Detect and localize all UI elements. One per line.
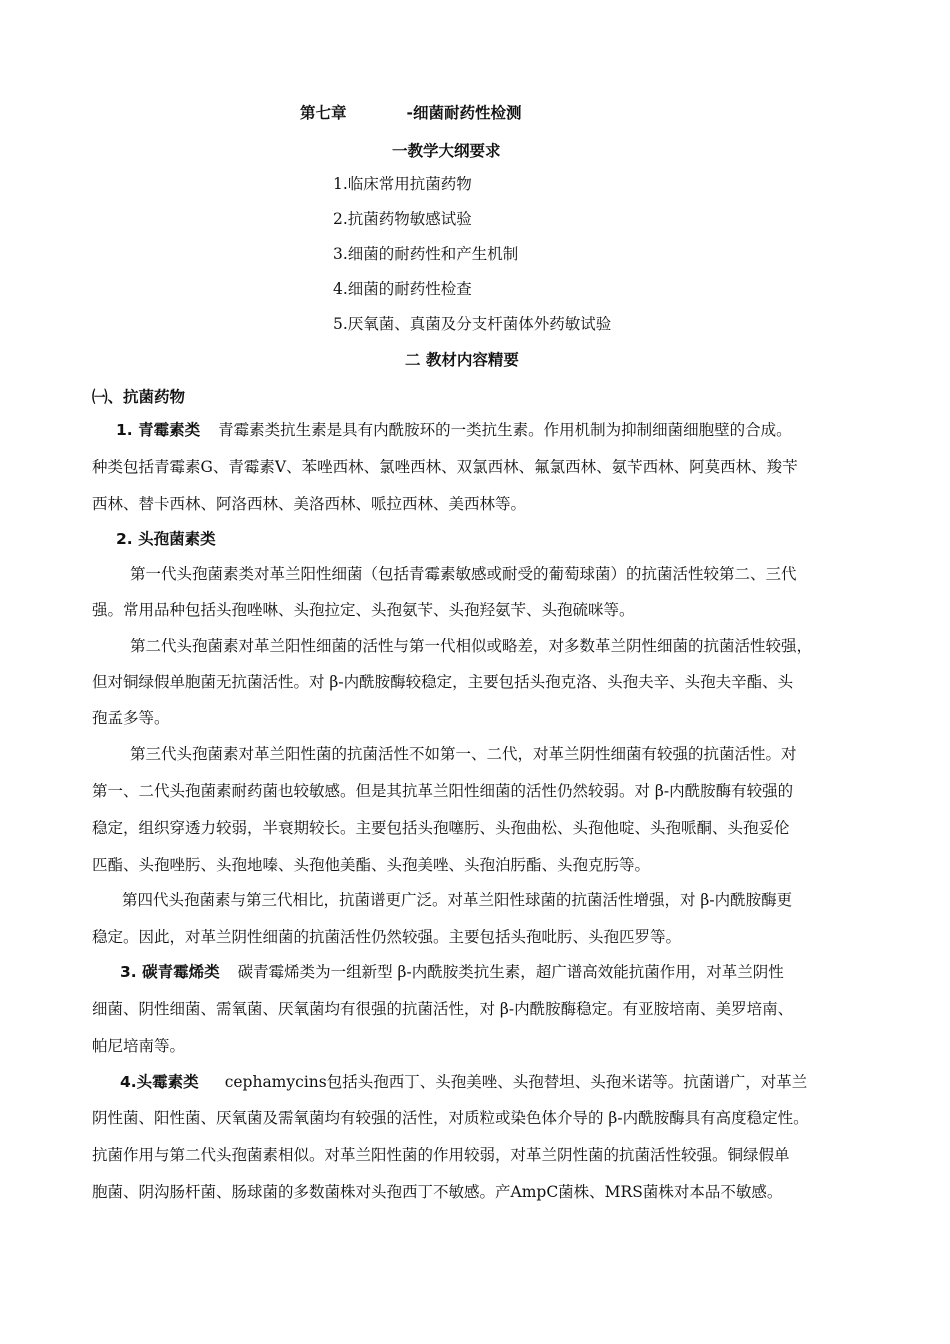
paragraph-line: 3. 碳青霉烯类 碳青霉烯类为一组新型 β-内酰胺类抗生素，超广谱高效能抗菌作用，对革兰阴性 — [120, 963, 784, 981]
paragraph-line: 第二代头孢菌素对革兰阳性细菌的活性与第一代相似或略差，对多数革兰阴性细菌的抗菌活性较强， — [130, 637, 813, 655]
paragraph-line: 强。常用品种包括头孢唑啉、头孢拉定、头孢氨苄、头孢羟氨苄、头孢硫咪等。 — [92, 601, 635, 619]
syllabus-item: 1.临床常用抗菌药物 — [333, 175, 472, 193]
syllabus-item: 2.抗菌药物敏感试验 — [333, 210, 472, 228]
subsection-title: ㈠、抗菌药物 — [92, 388, 186, 406]
chapter-heading — [300, 103, 521, 123]
section2-title: 二 教材内容精要 — [405, 351, 519, 369]
chapter-title: 第七章 — [300, 104, 347, 122]
paragraph-line: 种类包括青霉素G、青霉素V、苯唑西林、氯唑西林、双氯西林、氟氯西林、氨苄西林、阿莫西林、羧苄 — [92, 458, 798, 476]
paragraph-line: 第一、二代头孢菌素耐药菌也较敏感。但是其抗革兰阳性细菌的活性仍然较弱。对 β-内酰胺酶有较强的 — [92, 782, 794, 800]
paragraph-line: 匹酯、头孢唑肟、头孢地嗪、头孢他美酯、头孢美唑、头孢泊肟酯、头孢克肟等。 — [92, 856, 651, 874]
item-heading: 2. 头孢菌素类 — [116, 530, 216, 548]
paragraph-line: 帕尼培南等。 — [92, 1037, 186, 1055]
section1-title: 一教学大纲要求 — [392, 142, 501, 160]
paragraph-line: 胞菌、阴沟肠杆菌、肠球菌的多数菌株对头孢西丁不敏感。产AmpC菌株、MRS菌株对本品不敏感。 — [92, 1183, 783, 1201]
paragraph-line: 稳定。因此，对革兰阴性细菌的抗菌活性仍然较强。主要包括头孢吡肟、头孢匹罗等。 — [92, 928, 682, 946]
paragraph-line: 第三代头孢菌素对革兰阳性菌的抗菌活性不如第一、二代，对革兰阴性细菌有较强的抗菌活性。对 — [130, 745, 797, 763]
paragraph-line: 1. 青霉素类 青霉素类抗生素是具有内酰胺环的一类抗生素。作用机制为抑制细菌细胞壁的合成。 — [116, 421, 792, 439]
paragraph-line: 4.头霉素类 cephamycins包括头孢西丁、头孢美唑、头孢替坦、头孢米诺等。抗菌谱广，对革兰 — [120, 1073, 808, 1091]
paragraph-line: 孢孟多等。 — [92, 709, 170, 727]
chapter-subtitle: -细菌耐药性检测 — [406, 104, 522, 122]
syllabus-item: 3.细菌的耐药性和产生机制 — [333, 245, 519, 263]
item-heading: 1. 青霉素类 — [116, 421, 201, 439]
paragraph-line: 稳定，组织穿透力较弱，半衰期较长。主要包括头孢噻肟、头孢曲松、头孢他啶、头孢哌酮、头孢妥伦 — [92, 819, 790, 837]
paragraph-line: 阴性菌、阳性菌、厌氧菌及需氧菌均有较强的活性，对质粒或染色体介导的 β-内酰胺酶具有高度稳定性。 — [92, 1109, 809, 1127]
item-heading: 3. 碳青霉烯类 — [120, 963, 220, 981]
paragraph-line: 西林、替卡西林、阿洛西林、美洛西林、哌拉西林、美西林等。 — [92, 495, 527, 513]
item-heading: 4.头霉素类 — [120, 1073, 199, 1091]
paragraph-line: 第一代头孢菌素类对革兰阳性细菌（包括青霉素敏感或耐受的葡萄球菌）的抗菌活性较第二、三代 — [130, 565, 797, 583]
paragraph-line: 第四代头孢菌素与第三代相比，抗菌谱更广泛。对革兰阳性球菌的抗菌活性增强，对 β-内酰胺酶更 — [122, 891, 793, 909]
paragraph-line: 抗菌作用与第二代头孢菌素相似。对革兰阳性菌的作用较弱，对革兰阴性菌的抗菌活性较强。铜绿假单 — [92, 1146, 790, 1164]
paragraph-line: 但对铜绿假单胞菌无抗菌活性。对 β-内酰胺酶较稳定，主要包括头孢克洛、头孢夫辛、头孢夫辛酯、头 — [92, 673, 794, 691]
syllabus-item: 5.厌氧菌、真菌及分支杆菌体外药敏试验 — [333, 315, 612, 333]
syllabus-item: 4.细菌的耐药性检查 — [333, 280, 472, 298]
paragraph-line: 细菌、阴性细菌、需氧菌、厌氧菌均有很强的抗菌活性，对 β-内酰胺酶稳定。有亚胺培南、美罗培南、 — [92, 1000, 794, 1018]
